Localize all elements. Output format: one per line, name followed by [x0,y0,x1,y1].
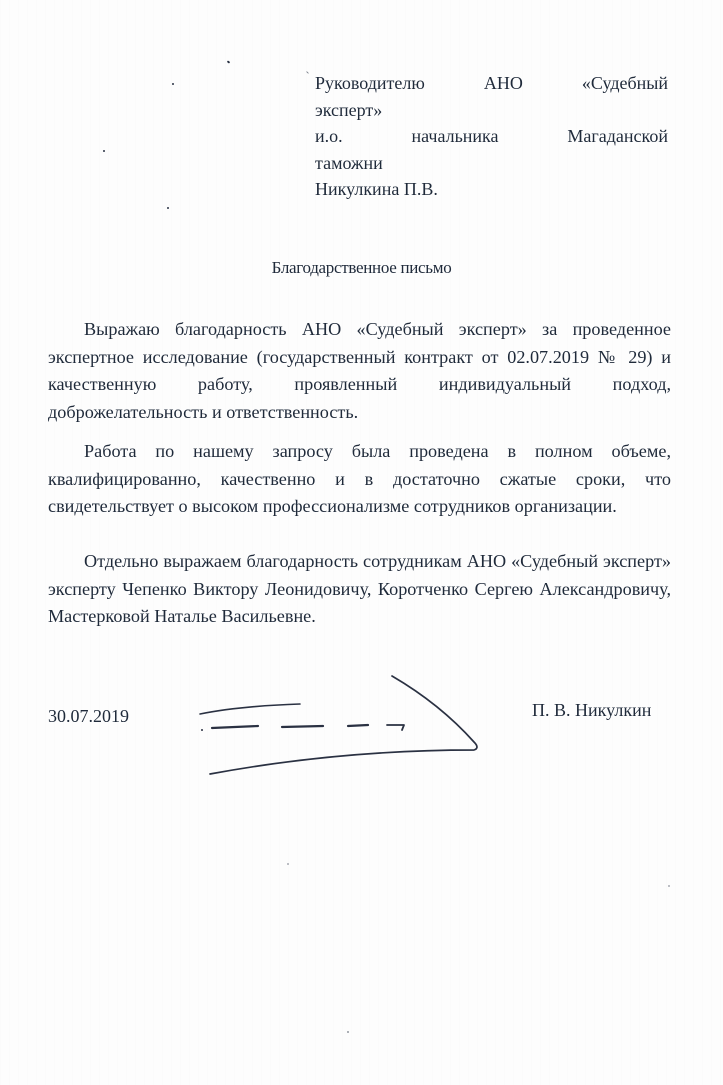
paragraph-2-text: Работа по нашему запросу была проведена в полном объеме, квалифицированно, качественно и в достаточно сжатые сроки, что свидетельствует о высоком профессионализме сотрудников организации. [48,441,671,516]
scan-speck [287,863,289,865]
addressee-line-1 [315,70,668,97]
paragraph-1 [48,316,671,426]
scan-speck [227,60,231,63]
addressee-org-type: АНО [483,73,523,93]
addressee-block [315,70,668,203]
paragraph-2 [48,438,671,521]
paragraph-3-text: Отдельно выражаем благодарность сотрудникам АНО «Судебный эксперт» эксперту Чепенко Виктору Леонидовичу, Коротченко Сергею Александровичу, Мастерковой Наталье Васильевне. [48,551,671,626]
handwritten-signature-icon [190,670,490,785]
letter-date: 30.07.2019 [48,706,129,726]
addressee-line-5: Никулкина П.В. [315,179,438,199]
scan-speck [668,885,670,887]
scan-speck [167,207,169,209]
addressee-line-3 [315,123,668,150]
letter-title: Благодарственное письмо [271,258,452,277]
addressee-position: Руководителю [315,73,425,93]
paragraph-1-text: Выражаю благодарность АНО «Судебный эксперт» за проведенное экспертное исследование (государственный контракт от 02.07.2019 № 29) и качественную работу, проявленный индивидуальный подход, доброжелательность и ответственность. [48,319,671,422]
signer-name: П. В. Никулкин [532,700,652,720]
scan-speck [103,150,105,152]
addressee-acting: и.о. [315,126,343,146]
addressee-line-4: таможни [315,152,383,173]
addressee-title: начальника [411,126,499,146]
addressee-line-2: эксперт» [315,99,383,120]
paragraph-3 [48,548,671,631]
scan-speck [347,1031,349,1033]
addressee-region: Магаданской [567,126,668,146]
scan-speck [306,71,309,74]
scan-speck [172,83,174,85]
addressee-org-name: «Судебный [581,73,668,93]
